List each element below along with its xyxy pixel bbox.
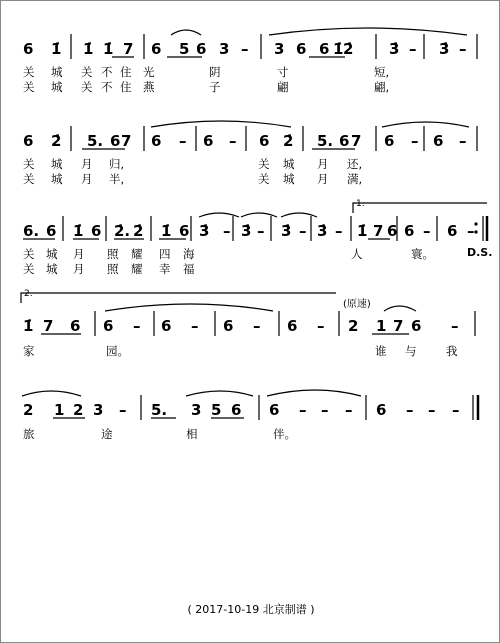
note: 7 bbox=[123, 40, 134, 58]
lyric-syllable: 我 bbox=[446, 344, 458, 358]
note: 2̇ bbox=[283, 132, 294, 150]
note: – bbox=[411, 132, 419, 150]
note: 2̇ bbox=[133, 222, 144, 240]
lyric-syllable: 月 bbox=[81, 157, 93, 171]
lyric-syllable: 福 bbox=[183, 262, 195, 276]
lyric-syllable: 住 bbox=[120, 65, 132, 79]
lyric-syllable: 关 bbox=[81, 80, 93, 94]
note: – bbox=[241, 40, 249, 58]
note: 1 bbox=[54, 401, 65, 419]
note: – bbox=[133, 317, 141, 335]
lyric-syllable: 归, bbox=[109, 157, 125, 171]
lyric-syllable: 月 bbox=[317, 157, 329, 171]
note: – bbox=[253, 317, 261, 335]
lyric-syllable: 城 bbox=[283, 157, 295, 171]
lyric-syllable: 月 bbox=[81, 172, 93, 186]
lyric-syllable: 光 bbox=[143, 65, 155, 79]
note: – bbox=[317, 317, 325, 335]
note: 7 bbox=[43, 317, 54, 335]
note: 6 bbox=[46, 222, 57, 240]
note: – bbox=[335, 222, 343, 240]
note: 6 bbox=[269, 401, 280, 419]
note: 6 bbox=[91, 222, 102, 240]
note: 5 bbox=[211, 401, 222, 419]
system-2 bbox=[1, 121, 500, 191]
lyric-syllable: 照 bbox=[107, 262, 119, 276]
note: 3̇ bbox=[281, 222, 292, 240]
lyric-syllable: 关 bbox=[23, 172, 35, 186]
note: 3 bbox=[219, 40, 230, 58]
lyric-syllable: 关 bbox=[258, 172, 270, 186]
lyric-syllable: 照 bbox=[107, 247, 119, 261]
system-4 bbox=[1, 291, 500, 371]
note: – bbox=[451, 317, 459, 335]
note: 6. bbox=[23, 222, 40, 240]
note: 6 bbox=[196, 40, 207, 58]
lyric-syllable: 城 bbox=[46, 262, 58, 276]
note: 6 bbox=[23, 40, 34, 58]
lyric-syllable: 城 bbox=[283, 172, 295, 186]
lyric-syllable: 月 bbox=[73, 262, 85, 276]
note: – bbox=[345, 401, 353, 419]
note: 6 bbox=[404, 222, 415, 240]
note: 1̇ bbox=[51, 40, 62, 58]
note: 3 bbox=[93, 401, 104, 419]
note: – bbox=[119, 401, 127, 419]
note: 6 bbox=[223, 317, 234, 335]
lyric-syllable: 海 bbox=[183, 247, 195, 261]
lyric-syllable: 短, bbox=[374, 65, 390, 79]
note: 7 bbox=[393, 317, 404, 335]
note: 5. bbox=[317, 132, 334, 150]
lyric-syllable: 住 bbox=[120, 80, 132, 94]
note: 6 bbox=[319, 40, 330, 58]
lyric-syllable: 寸 bbox=[277, 65, 289, 79]
note: 6 bbox=[339, 132, 350, 150]
tempo-marking: (原速) bbox=[343, 299, 371, 310]
footer-credit: ( 2017-10-19 北京制谱 ) bbox=[187, 603, 315, 616]
note: 1̇ bbox=[357, 222, 368, 240]
note: 2̇. bbox=[114, 222, 131, 240]
lyric-syllable: 子 bbox=[209, 80, 221, 94]
lyric-syllable: 与 bbox=[405, 344, 417, 358]
lyric-syllable: 不 bbox=[101, 65, 113, 79]
lyric-syllable: 四 bbox=[159, 247, 171, 261]
note: – bbox=[409, 40, 417, 58]
note: – bbox=[299, 401, 307, 419]
system-4-notation bbox=[1, 291, 500, 371]
note: 3 bbox=[191, 401, 202, 419]
note: 7 bbox=[351, 132, 362, 150]
note: 2̇ bbox=[51, 132, 62, 150]
note: 6 bbox=[203, 132, 214, 150]
note: 7 bbox=[121, 132, 132, 150]
lyric-syllable: 还, bbox=[347, 157, 363, 171]
note: 6 bbox=[151, 132, 162, 150]
lyric-syllable: 人 bbox=[351, 247, 363, 261]
note: 3̇ bbox=[317, 222, 328, 240]
lyric-syllable: 燕 bbox=[143, 80, 155, 94]
note: 7 bbox=[373, 222, 384, 240]
lyric-syllable: 园。 bbox=[106, 344, 129, 358]
note: 6 bbox=[70, 317, 81, 335]
note: 2 bbox=[348, 317, 359, 335]
note: – bbox=[406, 401, 414, 419]
note: – bbox=[459, 40, 467, 58]
note: 1̇ bbox=[333, 40, 344, 58]
note: – bbox=[191, 317, 199, 335]
note: 6 bbox=[387, 222, 398, 240]
note: 2 bbox=[23, 401, 34, 419]
note: 5. bbox=[151, 401, 168, 419]
lyric-syllable: 关 bbox=[23, 157, 35, 171]
volta-2-label: 2. bbox=[24, 289, 33, 299]
system-3 bbox=[1, 201, 500, 281]
lyric-syllable: 城 bbox=[51, 65, 63, 79]
note: – bbox=[223, 222, 231, 240]
note: 3̇ bbox=[199, 222, 210, 240]
note: 6 bbox=[296, 40, 307, 58]
note: 3̇ bbox=[389, 40, 400, 58]
lyric-syllable: 月 bbox=[73, 247, 85, 261]
lyric-syllable: 旅 bbox=[23, 427, 35, 441]
lyric-syllable: 相 bbox=[186, 427, 198, 441]
note: 2 bbox=[73, 401, 84, 419]
system-1 bbox=[1, 29, 500, 99]
lyric-syllable: 谁 bbox=[375, 344, 387, 358]
system-5-notation bbox=[1, 389, 500, 449]
lyric-syllable: 家 bbox=[23, 344, 35, 358]
note: 3 bbox=[274, 40, 285, 58]
lyric-syllable: 耀 bbox=[131, 262, 143, 276]
note: 6 bbox=[103, 317, 114, 335]
note: 5 bbox=[179, 40, 190, 58]
note: 6 bbox=[110, 132, 121, 150]
lyric-syllable: 关 bbox=[23, 80, 35, 94]
note: 6 bbox=[376, 401, 387, 419]
system-5 bbox=[1, 389, 500, 449]
lyric-syllable: 月 bbox=[317, 172, 329, 186]
ds-marking: D.S. bbox=[467, 246, 493, 259]
note: 6 bbox=[151, 40, 162, 58]
lyric-syllable: 翩 bbox=[277, 80, 289, 94]
lyric-syllable: 半, bbox=[109, 172, 125, 186]
lyric-syllable: 阴 bbox=[209, 65, 221, 79]
note: – bbox=[299, 222, 307, 240]
lyric-syllable: 不 bbox=[101, 80, 113, 94]
system-2-notation bbox=[1, 121, 500, 191]
note: 3̇ bbox=[241, 222, 252, 240]
lyric-syllable: 关 bbox=[23, 262, 35, 276]
note: 5. bbox=[87, 132, 104, 150]
lyric-syllable: 耀 bbox=[131, 247, 143, 261]
note: – bbox=[229, 132, 237, 150]
note: 6 bbox=[433, 132, 444, 150]
note: 6 bbox=[179, 222, 190, 240]
system-1-notation bbox=[1, 29, 500, 99]
lyric-syllable: 途 bbox=[101, 427, 113, 441]
note: 6 bbox=[411, 317, 422, 335]
note: – bbox=[452, 401, 460, 419]
lyric-syllable: 城 bbox=[46, 247, 58, 261]
note: 1̇ bbox=[73, 222, 84, 240]
lyric-syllable: 满, bbox=[347, 172, 363, 186]
lyric-syllable: 城 bbox=[51, 80, 63, 94]
note: 1̇ bbox=[23, 317, 34, 335]
note: 2̇ bbox=[343, 40, 354, 58]
note: 6 bbox=[384, 132, 395, 150]
note: 6 bbox=[23, 132, 34, 150]
note: 6 bbox=[259, 132, 270, 150]
note: – bbox=[459, 132, 467, 150]
note: – bbox=[257, 222, 265, 240]
lyric-syllable: 关 bbox=[81, 65, 93, 79]
note: 1̇ bbox=[103, 40, 114, 58]
note: – bbox=[321, 401, 329, 419]
note: 6 bbox=[161, 317, 172, 335]
note: – bbox=[423, 222, 431, 240]
lyric-syllable: 关 bbox=[23, 65, 35, 79]
note: 1̇ bbox=[83, 40, 94, 58]
lyric-syllable: 城 bbox=[51, 157, 63, 171]
note: 1̇ bbox=[161, 222, 172, 240]
note: 6 bbox=[231, 401, 242, 419]
note: 6 bbox=[287, 317, 298, 335]
volta-1-label: 1. bbox=[356, 199, 365, 209]
note: – bbox=[467, 222, 475, 240]
lyric-syllable: 寰。 bbox=[411, 247, 434, 261]
note: – bbox=[428, 401, 436, 419]
lyric-syllable: 关 bbox=[258, 157, 270, 171]
lyric-syllable: 伴。 bbox=[273, 427, 296, 441]
note: 1 bbox=[376, 317, 387, 335]
note: – bbox=[179, 132, 187, 150]
lyric-syllable: 翩, bbox=[374, 80, 390, 94]
note: 6 bbox=[447, 222, 458, 240]
note: 3̇ bbox=[439, 40, 450, 58]
lyric-syllable: 城 bbox=[51, 172, 63, 186]
lyric-syllable: 幸 bbox=[159, 262, 171, 276]
lyric-syllable: 关 bbox=[23, 247, 35, 261]
